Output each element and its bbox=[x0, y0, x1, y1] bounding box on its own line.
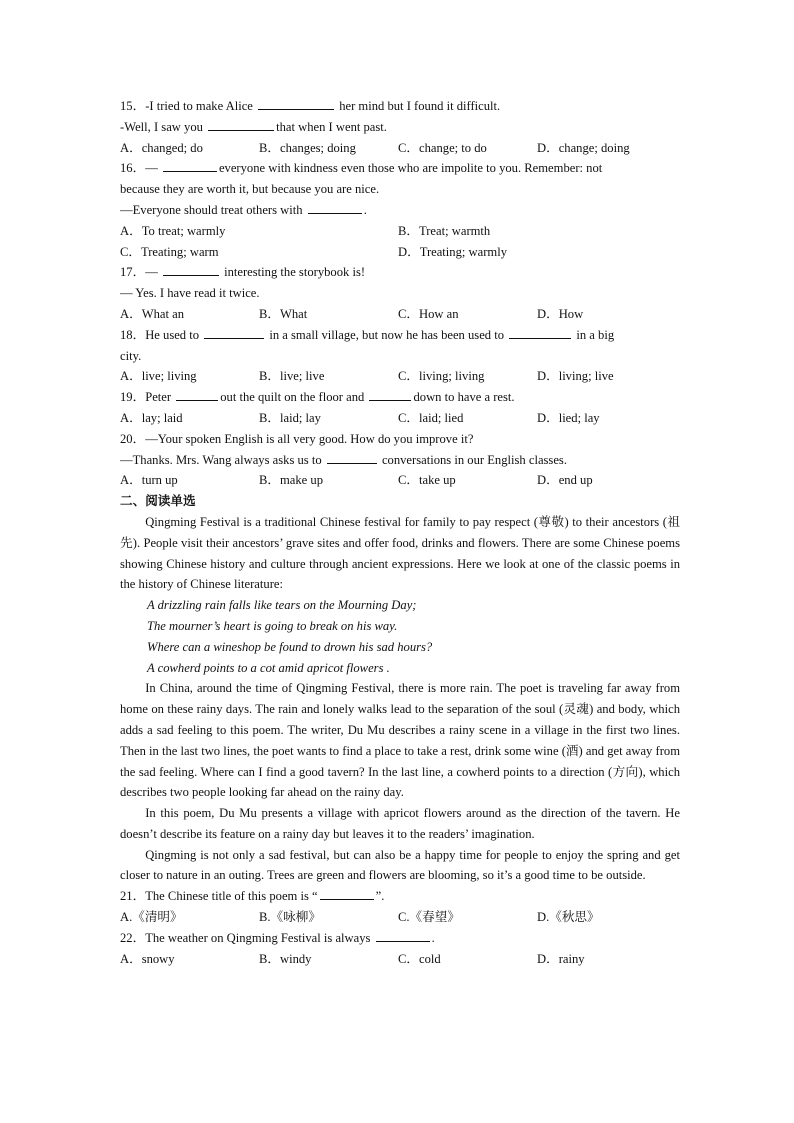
q19-text: out the quilt on the floor and bbox=[220, 390, 368, 405]
q15-text: -Well, I saw you bbox=[120, 119, 207, 134]
q21-line1 bbox=[120, 886, 680, 907]
answer-blank bbox=[320, 886, 374, 900]
q16-line2 bbox=[120, 179, 680, 200]
q17-options bbox=[120, 304, 680, 325]
q15-line2 bbox=[120, 117, 680, 138]
option-a[interactable]: A．live; living bbox=[120, 369, 197, 384]
q17-text: 17．— bbox=[120, 265, 161, 280]
answer-blank bbox=[163, 262, 219, 276]
q16-options-row2 bbox=[120, 242, 680, 263]
section-title: 二、阅读单选 bbox=[120, 493, 196, 509]
option-c[interactable]: C．laid; lied bbox=[398, 410, 464, 425]
q20-options bbox=[120, 470, 680, 491]
option-d[interactable]: D．How bbox=[537, 306, 584, 321]
answer-blank bbox=[308, 200, 362, 214]
q16-text: . bbox=[363, 202, 367, 217]
answer-blank bbox=[208, 117, 274, 131]
option-c[interactable]: C．take up bbox=[398, 473, 456, 488]
option-b[interactable]: B．windy bbox=[259, 951, 312, 966]
option-a[interactable]: A．lay; laid bbox=[120, 410, 183, 425]
q21-text: 21．The Chinese title of this poem is “ bbox=[120, 889, 318, 904]
q16-options-row1 bbox=[120, 221, 680, 242]
poem-line-2: The mourner’s heart is going to break on his way. bbox=[147, 618, 398, 633]
option-a[interactable]: A.《清明》 bbox=[120, 910, 183, 925]
answer-blank bbox=[258, 96, 334, 110]
q16-line3 bbox=[120, 200, 680, 221]
q22-text: . bbox=[431, 930, 435, 945]
q21-text: ”. bbox=[375, 889, 385, 904]
q17-line2 bbox=[120, 283, 680, 304]
answer-blank bbox=[509, 325, 571, 339]
answer-blank bbox=[163, 158, 217, 172]
option-c[interactable]: C．Treating; warm bbox=[120, 244, 219, 259]
option-d[interactable]: D.《秋思》 bbox=[537, 910, 600, 925]
q20-line1 bbox=[120, 429, 680, 450]
answer-blank bbox=[327, 450, 377, 464]
option-c[interactable]: C．change; to do bbox=[398, 140, 487, 155]
option-d[interactable]: D．lied; lay bbox=[537, 410, 600, 425]
option-b[interactable]: B．make up bbox=[259, 473, 324, 488]
poem-line-3: Where can a wineshop be found to drown his sad hours? bbox=[147, 639, 433, 654]
q19-text: 19．Peter bbox=[120, 390, 175, 405]
option-a[interactable]: A．To treat; warmly bbox=[120, 223, 226, 238]
q19-text: down to have a rest. bbox=[413, 390, 515, 405]
option-d[interactable]: D．rainy bbox=[537, 951, 585, 966]
q18-text: in a big bbox=[573, 327, 615, 342]
answer-blank bbox=[204, 325, 264, 339]
option-c[interactable]: C．How an bbox=[398, 306, 459, 321]
answer-blank bbox=[369, 387, 411, 401]
q15-text: that when I went past. bbox=[276, 119, 387, 134]
q16-text: because they are worth it, but because you are nice. bbox=[120, 182, 380, 197]
q16-text: —Everyone should treat others with bbox=[120, 202, 306, 217]
exam-page bbox=[120, 96, 680, 969]
q15-text: her mind but I found it difficult. bbox=[336, 99, 501, 113]
q15-options bbox=[120, 138, 680, 159]
q16-text: 16．— bbox=[120, 161, 161, 176]
q16-line1 bbox=[120, 158, 680, 179]
option-a[interactable]: A．snowy bbox=[120, 951, 175, 966]
option-b[interactable]: B．laid; lay bbox=[259, 410, 321, 425]
passage-paragraph-1: Qingming Festival is a traditional Chinese festival for family to pay respect (尊敬) to their ancestors (祖先). People visit their ancestors’ grave sites and offer food, drinks and flowers. There are some Chinese poems showing Chinese history and culture through ancient expressions. Here we look at one of the classic poems in the history of Chinese literature: bbox=[120, 514, 680, 592]
option-d[interactable]: D．end up bbox=[537, 473, 593, 488]
option-d[interactable]: D．change; doing bbox=[537, 140, 630, 155]
answer-blank bbox=[176, 387, 218, 401]
q17-line1 bbox=[120, 262, 680, 283]
option-b[interactable]: B.《咏柳》 bbox=[259, 910, 321, 925]
option-b[interactable]: B．live; live bbox=[259, 369, 325, 384]
q18-line1 bbox=[120, 325, 680, 346]
option-c[interactable]: C.《春望》 bbox=[398, 910, 460, 925]
option-a[interactable]: A．What an bbox=[120, 306, 184, 321]
option-d[interactable]: D．Treating; warmly bbox=[398, 244, 508, 259]
option-b[interactable]: B．What bbox=[259, 306, 308, 321]
q20-text: —Thanks. Mrs. Wang always asks us to bbox=[120, 452, 325, 467]
q18-options bbox=[120, 366, 680, 387]
passage-paragraph-3: In this poem, Du Mu presents a village with apricot flowers around as the direction of the tavern. He doesn’t describe its feature on a rainy day but leaves it to the readers’ imagination. bbox=[120, 806, 680, 841]
q22-text: 22．The weather on Qingming Festival is always bbox=[120, 930, 374, 945]
q18-text: 18．He used to bbox=[120, 327, 203, 342]
q20-line2 bbox=[120, 450, 680, 471]
q16-text: everyone with kindness even those who are impolite to you. Remember: not bbox=[218, 161, 603, 176]
passage-paragraph-2: In China, around the time of Qingming Festival, there is more rain. The poet is traveling far away from home on these rainy days. The rain and lonely walks lead to the separation of the soul (灵魂) and body, which adds a sad feeling to this poem. The writer, Du Mu describes a rainy scene in a village in the first two lines. Then in the last two lines, the poet wants to find a place to take a rest, drink some wine (酒) and get away from the sad feeling. Where can I find a good tavern? In the last line, a cowherd points to a direction (方向), which describes two people looking far ahead on the rainy day. bbox=[120, 681, 680, 800]
option-c[interactable]: C．cold bbox=[398, 951, 441, 966]
q17-text: interesting the storybook is! bbox=[220, 265, 366, 280]
q22-options bbox=[120, 949, 680, 970]
q19-options bbox=[120, 408, 680, 429]
option-c[interactable]: C．living; living bbox=[398, 369, 485, 384]
q21-options bbox=[120, 907, 680, 928]
q18-line2 bbox=[120, 346, 680, 367]
q17-text: — Yes. I have read it twice. bbox=[120, 286, 260, 301]
q18-text: in a small village, but now he has been used to bbox=[266, 327, 508, 342]
option-a[interactable]: A．changed; do bbox=[120, 140, 203, 155]
q22-line1 bbox=[120, 928, 680, 949]
passage-paragraph-4: Qingming is not only a sad festival, but can also be a happy time for people to enjoy the spring and get closer to nature in an outing. Trees are green and flowers are blooming, so it’s a good time to be outside. bbox=[120, 847, 680, 883]
option-d[interactable]: D．living; live bbox=[537, 369, 614, 384]
poem-line-4: A cowherd points to a cot amid apricot flowers . bbox=[147, 660, 390, 675]
option-b[interactable]: B．Treat; warmth bbox=[398, 223, 491, 238]
option-b[interactable]: B．changes; doing bbox=[259, 140, 356, 155]
option-a[interactable]: A．turn up bbox=[120, 473, 178, 488]
q18-text: city. bbox=[120, 348, 142, 363]
q20-text: 20．—Your spoken English is all very good. How do you improve it? bbox=[120, 431, 474, 446]
q15-line1 bbox=[120, 96, 680, 117]
q20-text: conversations in our English classes. bbox=[378, 452, 567, 467]
answer-blank bbox=[376, 928, 430, 942]
poem-line-1: A drizzling rain falls like tears on the Mourning Day; bbox=[147, 598, 417, 613]
q15-text: 15．-I tried to make Alice bbox=[120, 99, 257, 113]
q19-line1 bbox=[120, 387, 680, 408]
